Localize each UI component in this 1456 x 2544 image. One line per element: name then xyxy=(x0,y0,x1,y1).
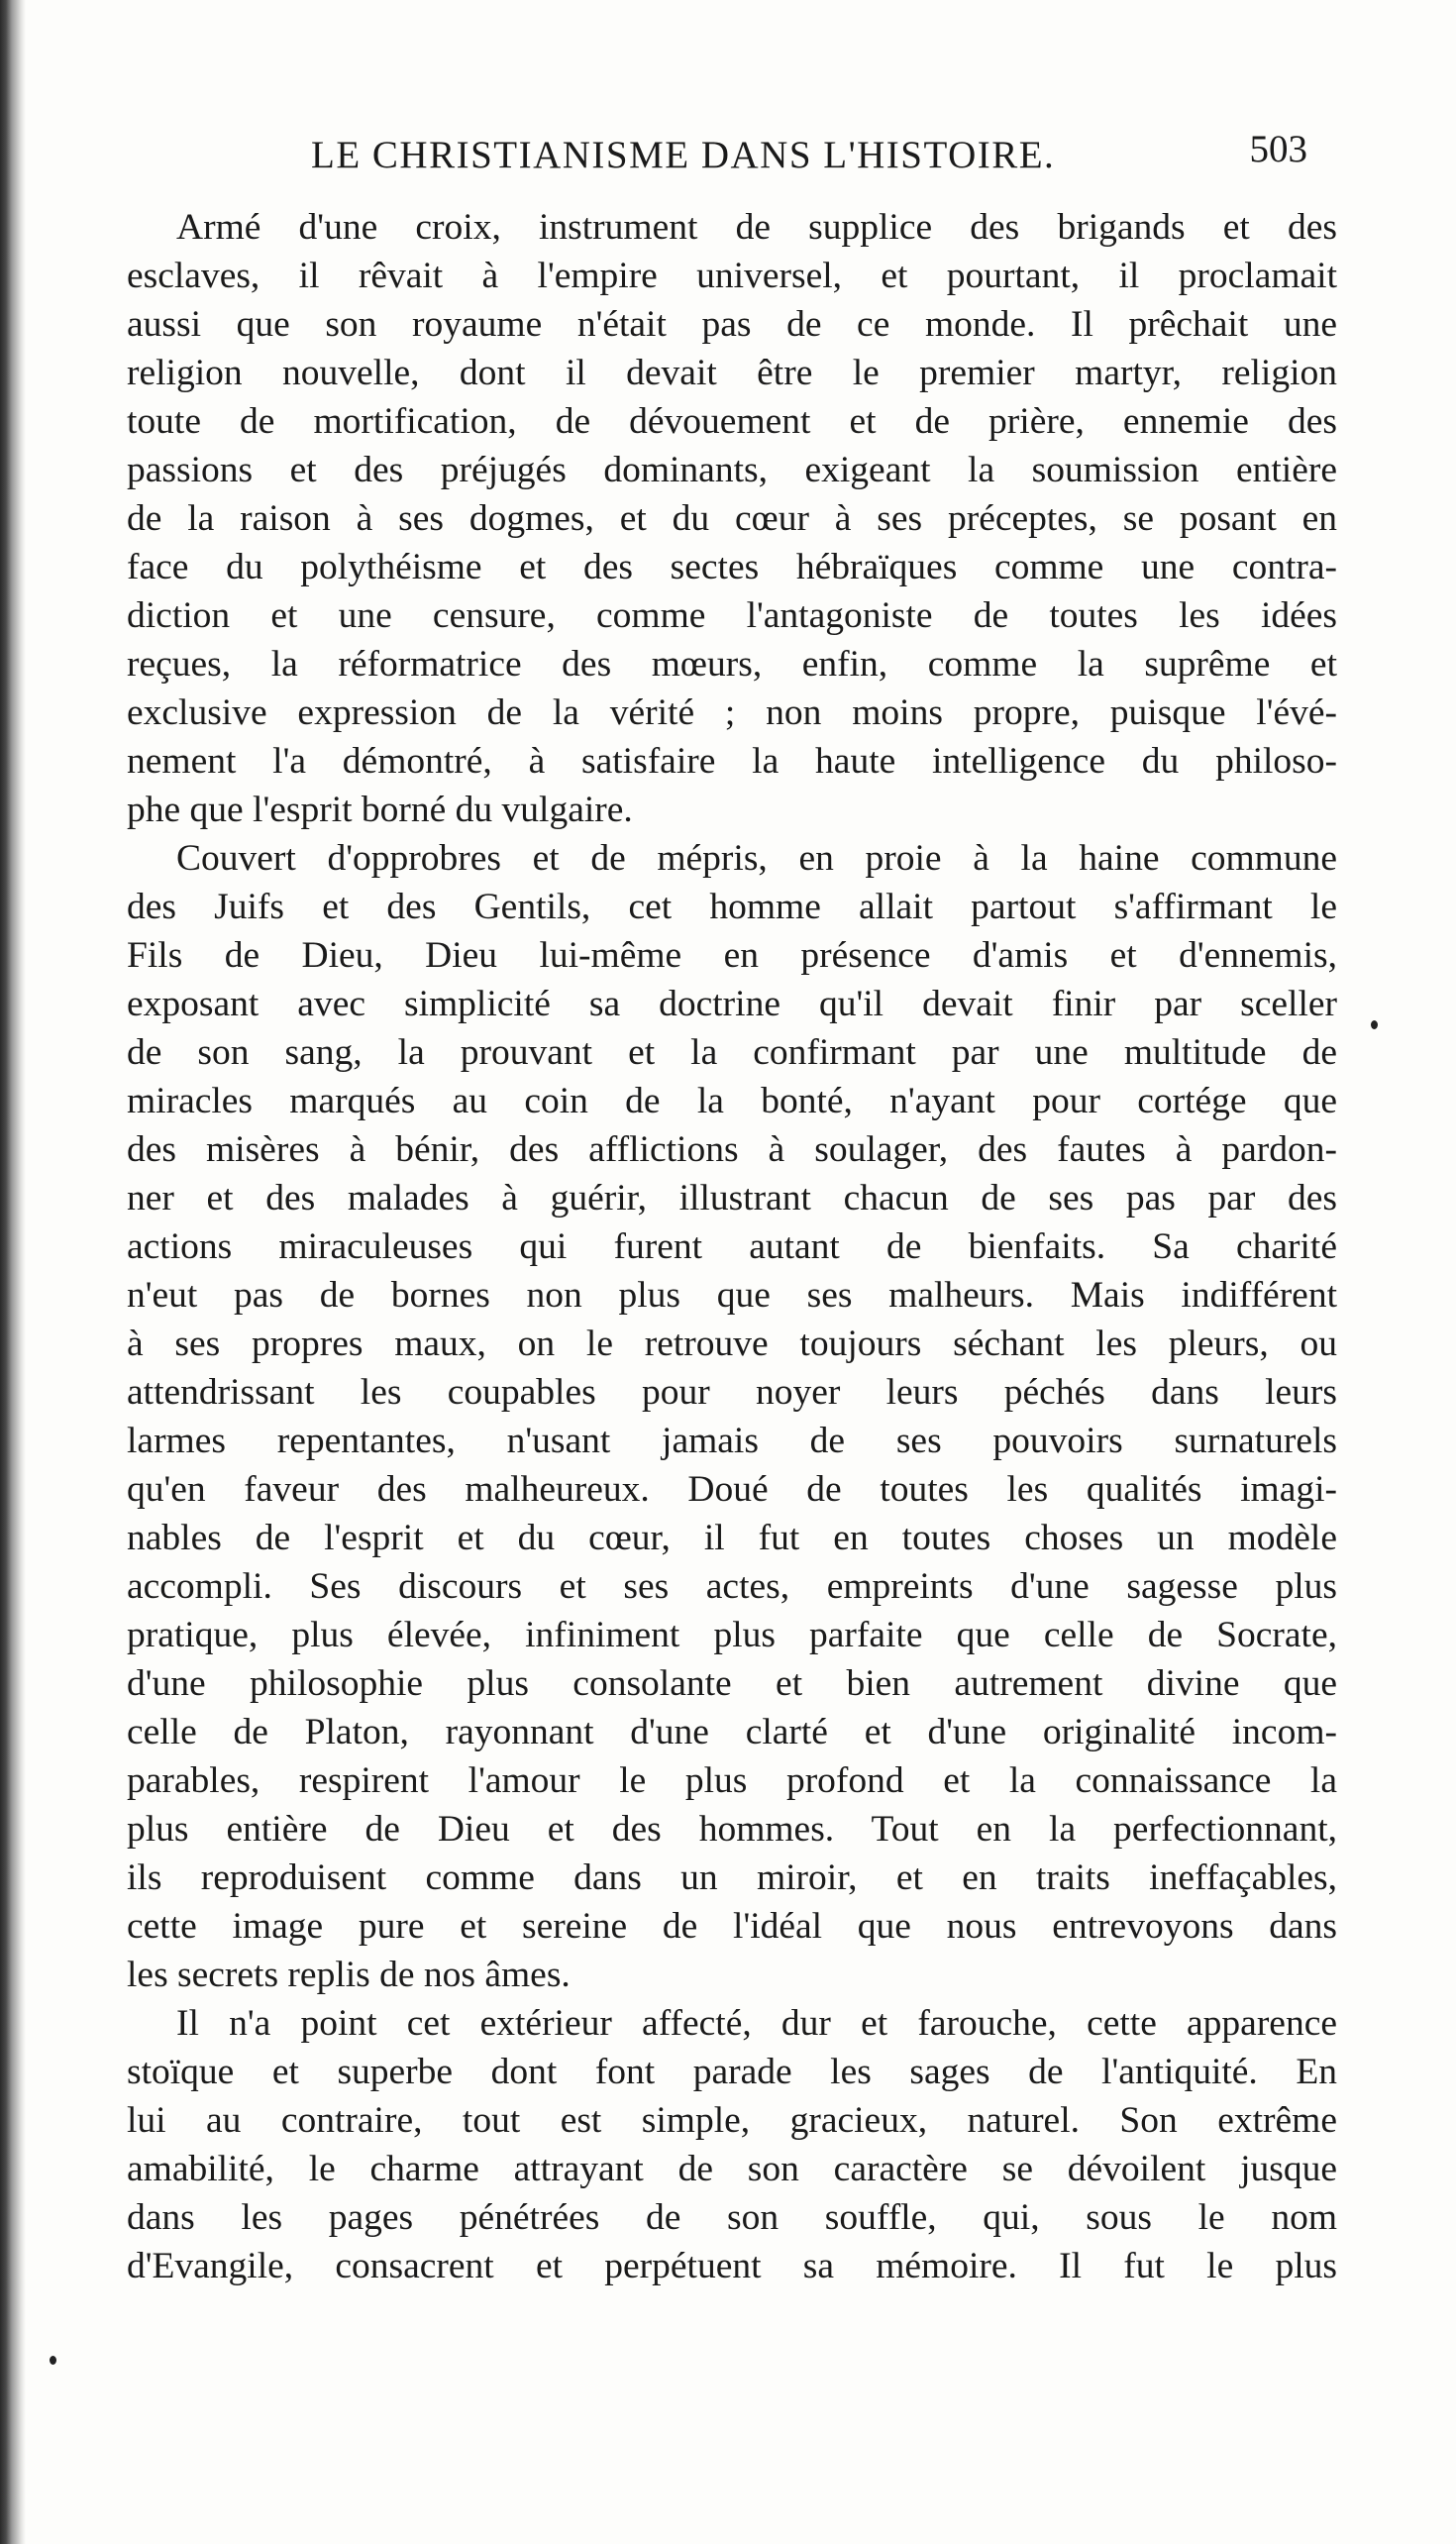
text-line: d'Evangile, consacrent et perpétuent sa mémoire. Il fut le plus xyxy=(127,2246,1337,2286)
text-line: exposant avec simplicité sa doctrine qu'il devait finir par sceller xyxy=(127,984,1337,1024)
text-line: lui au contraire, tout est simple, gracieux, naturel. Son extrême xyxy=(127,2100,1337,2141)
text-line: face du polythéisme et des sectes hébraïques comme une contra- xyxy=(127,547,1337,587)
text-line: qu'en faveur des malheureux. Doué de toutes les qualités imagi- xyxy=(127,1469,1337,1510)
text-line: toute de mortification, de dévouement et de prière, ennemie des xyxy=(127,401,1337,442)
text-line: des Juifs et des Gentils, cet homme allait partout s'affirmant le xyxy=(127,887,1337,927)
text-line: dans les pages pénétrées de son souffle, qui, sous le nom xyxy=(127,2197,1337,2238)
text-line: cette image pure et sereine de l'idéal que nous entrevoyons dans xyxy=(127,1906,1337,1947)
text-line: diction et une censure, comme l'antagoniste de toutes les idées xyxy=(127,595,1337,636)
text-line: phe que l'esprit borné du vulgaire. xyxy=(127,790,633,830)
text-line: celle de Platon, rayonnant d'une clarté et d'une originalité incom- xyxy=(127,1712,1337,1752)
text-line: accompli. Ses discours et ses actes, empreints d'une sagesse plus xyxy=(127,1566,1337,1607)
text-line: plus entière de Dieu et des hommes. Tout en la perfectionnant, xyxy=(127,1809,1337,1850)
text-line: exclusive expression de la vérité ; non moins propre, puisque l'évé- xyxy=(127,692,1337,733)
text-line: larmes repentantes, n'usant jamais de ses pouvoirs surnaturels xyxy=(127,1421,1337,1461)
page-header xyxy=(297,127,1307,182)
text-line: à ses propres maux, on le retrouve toujours séchant les pleurs, ou xyxy=(127,1324,1337,1364)
text-line: ils reproduisent comme dans un miroir, et en traits ineffaçables, xyxy=(127,1857,1337,1898)
text-line: n'eut pas de bornes non plus que ses malheurs. Mais indifférent xyxy=(127,1275,1337,1316)
text-line: Fils de Dieu, Dieu lui-même en présence d'amis et d'ennemis, xyxy=(127,935,1337,976)
text-line: Il n'a point cet extérieur affecté, dur et farouche, cette apparence xyxy=(176,2003,1337,2044)
text-line: de son sang, la prouvant et la confirmant par une multitude de xyxy=(127,1032,1337,1073)
text-line: stoïque et superbe dont font parade les sages de l'antiquité. En xyxy=(127,2052,1337,2092)
paragraph xyxy=(127,834,1337,1999)
text-line: ner et des malades à guérir, illustrant chacun de ses pas par des xyxy=(127,1178,1337,1219)
paragraph xyxy=(127,203,1337,834)
text-line: actions miraculeuses qui furent autant de bienfaits. Sa charité xyxy=(127,1226,1337,1267)
ink-speck xyxy=(1371,1020,1378,1029)
text-line: miracles marqués au coin de la bonté, n'ayant pour cortége que xyxy=(127,1081,1337,1121)
text-line: de la raison à ses dogmes, et du cœur à ses préceptes, se posant en xyxy=(127,498,1337,539)
text-line: passions et des préjugés dominants, exigeant la soumission entière xyxy=(127,450,1337,490)
body-text xyxy=(127,203,1337,2290)
text-line: d'une philosophie plus consolante et bien autrement divine que xyxy=(127,1663,1337,1704)
text-line: amabilité, le charme attrayant de son caractère se dévoilent jusque xyxy=(127,2149,1337,2189)
text-line: reçues, la réformatrice des mœurs, enfin, comme la suprême et xyxy=(127,644,1337,685)
running-title: LE CHRISTIANISME DANS L'HISTOIRE. xyxy=(311,134,1056,176)
text-line: nement l'a démontré, à satisfaire la haute intelligence du philoso- xyxy=(127,741,1337,782)
text-line: pratique, plus élevée, infiniment plus parfaite que celle de Socrate, xyxy=(127,1615,1337,1655)
text-line: esclaves, il rêvait à l'empire universel, et pourtant, il proclamait xyxy=(127,256,1337,296)
paragraph xyxy=(127,1999,1337,2290)
text-line: parables, respirent l'amour le plus profond et la connaissance la xyxy=(127,1760,1337,1801)
scan-binding-edge xyxy=(0,0,26,2544)
text-line: des misères à bénir, des afflictions à soulager, des fautes à pardon- xyxy=(127,1129,1337,1170)
text-line: Armé d'une croix, instrument de supplice des brigands et des xyxy=(176,207,1337,248)
page-number: 503 xyxy=(1249,128,1307,170)
text-line: attendrissant les coupables pour noyer leurs péchés dans leurs xyxy=(127,1372,1337,1413)
text-line: Couvert d'opprobres et de mépris, en proie à la haine commune xyxy=(176,838,1337,879)
text-line: religion nouvelle, dont il devait être le premier martyr, religion xyxy=(127,353,1337,393)
text-line: aussi que son royaume n'était pas de ce monde. Il prêchait une xyxy=(127,304,1337,345)
text-line: les secrets replis de nos âmes. xyxy=(127,1955,571,1995)
ink-speck xyxy=(50,2356,56,2365)
text-line: nables de l'esprit et du cœur, il fut en toutes choses un modèle xyxy=(127,1518,1337,1558)
